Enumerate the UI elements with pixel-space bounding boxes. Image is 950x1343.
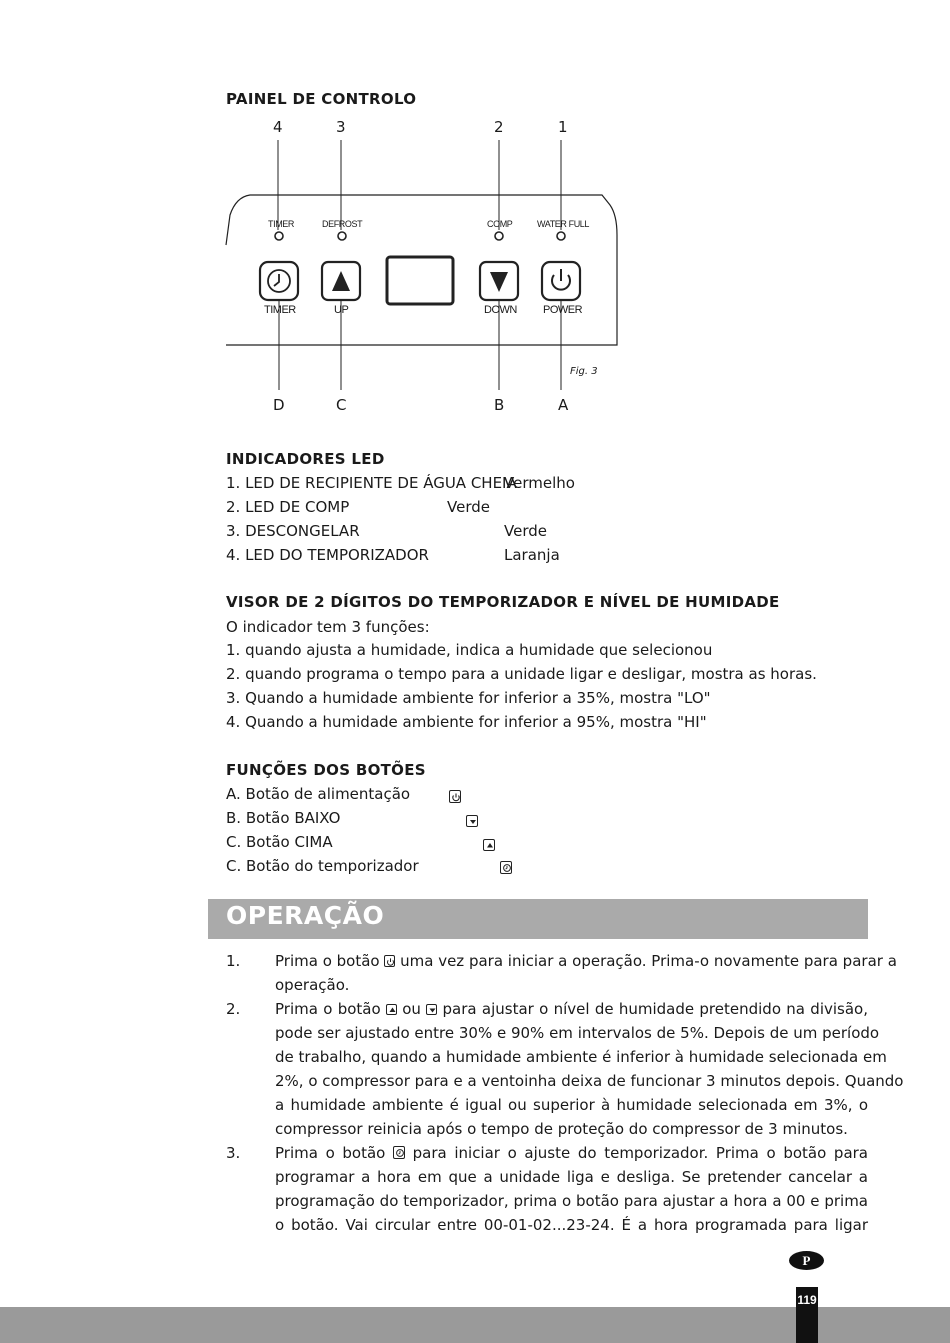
led-item-label: 2. LED DE COMP bbox=[226, 498, 350, 516]
timer-icon bbox=[500, 861, 512, 874]
led-item-color: Vermelho bbox=[504, 474, 575, 492]
button-label-up: UP bbox=[334, 304, 349, 316]
timer-icon bbox=[393, 1146, 405, 1159]
step-text: Prima o botão bbox=[275, 952, 385, 970]
led-item-color: Verde bbox=[447, 498, 490, 516]
step-text: Prima o botão bbox=[275, 1144, 393, 1162]
step-number: 2. bbox=[226, 1000, 241, 1018]
led-item-label: 1. LED DE RECIPIENTE DE ÁGUA CHEIA bbox=[226, 474, 517, 492]
page-number-tab bbox=[796, 1287, 818, 1343]
led-label-water-full: WATER FULL bbox=[537, 219, 590, 229]
led-item-color: Laranja bbox=[504, 546, 560, 564]
up-icon bbox=[386, 1004, 397, 1015]
step-1-text bbox=[275, 949, 897, 997]
button-label-down: DOWN bbox=[484, 304, 517, 316]
callout-letter-b: B bbox=[494, 396, 505, 414]
step-text: uma vez para iniciar a operação. Prima-o novamente para parar a bbox=[395, 952, 897, 970]
step-text: Prima o botão bbox=[275, 1000, 386, 1018]
step-text: ou bbox=[396, 1000, 427, 1018]
down-icon bbox=[466, 815, 478, 827]
led-item-label: 4. LED DO TEMPORIZADOR bbox=[226, 546, 429, 564]
power-icon bbox=[449, 790, 461, 803]
down-triangle-icon bbox=[490, 272, 508, 292]
step-text: o botão. Vai circular entre 00-01-02...23-24. É a hora programada para ligar bbox=[275, 1216, 868, 1234]
step-text: para ajustar o nível de humidade pretendido na divisão, bbox=[437, 1000, 868, 1018]
step-text: compressor reinicia após o tempo de proteção do compressor de 3 minutos. bbox=[275, 1120, 848, 1138]
step-number: 3. bbox=[226, 1144, 241, 1162]
power-icon bbox=[384, 955, 395, 967]
display-line: 3. Quando a humidade ambiente for inferior a 35%, mostra "LO" bbox=[226, 689, 711, 707]
defrost-led bbox=[338, 232, 346, 240]
step-text: programar a hora em que a unidade liga e desliga. Se pretender cancelar a bbox=[275, 1168, 868, 1186]
button-functions-title: FUNÇÕES DOS BOTÕES bbox=[226, 761, 426, 779]
button-function-label: C. Botão CIMA bbox=[226, 833, 333, 851]
led-item-label: 3. DESCONGELAR bbox=[226, 522, 360, 540]
comp-led bbox=[495, 232, 503, 240]
display-line: 1. quando ajusta a humidade, indica a humidade que selecionou bbox=[226, 641, 713, 659]
display-line: O indicador tem 3 funções: bbox=[226, 618, 430, 636]
callout-number-3: 3 bbox=[336, 118, 346, 136]
fig-caption: Fig. 3 bbox=[570, 366, 598, 377]
step-text: programação do temporizador, prima o botão para ajustar a hora a 00 e prima bbox=[275, 1192, 868, 1210]
display-section-title: VISOR DE 2 DÍGITOS DO TEMPORIZADOR E NÍVEL DE HUMIDADE bbox=[226, 593, 780, 611]
language-badge: P bbox=[789, 1251, 824, 1270]
callout-letter-a: A bbox=[558, 396, 569, 414]
step-text: a humidade ambiente é igual ou superior à humidade selecionada em 3%, o bbox=[275, 1096, 868, 1114]
display-line: 4. Quando a humidade ambiente for inferior a 95%, mostra "HI" bbox=[226, 713, 707, 731]
led-label-defrost: DEFROST bbox=[322, 219, 363, 229]
step-3-text bbox=[275, 1141, 868, 1237]
step-number: 1. bbox=[226, 952, 241, 970]
display-line: 2. quando programa o tempo para a unidade ligar e desligar, mostra as horas. bbox=[226, 665, 817, 683]
button-function-label: A. Botão de alimentação bbox=[226, 785, 411, 803]
button-label-timer: TIMER bbox=[264, 304, 296, 316]
operation-title: OPERAÇÃO bbox=[226, 901, 385, 930]
up-icon bbox=[483, 839, 495, 851]
page-number: 119 bbox=[797, 1293, 817, 1307]
display-window bbox=[387, 257, 453, 304]
callout-number-4: 4 bbox=[273, 118, 283, 136]
button-label-power: POWER bbox=[543, 304, 583, 316]
led-label-timer: TIMER bbox=[268, 219, 294, 229]
control-panel-title: PAINEL DE CONTROLO bbox=[226, 90, 417, 108]
step-text: operação. bbox=[275, 976, 350, 994]
step-text: 2%, o compressor para e a ventoinha deixa de funcionar 3 minutos depois. Quando bbox=[275, 1072, 904, 1090]
button-function-label: C. Botão do temporizador bbox=[226, 857, 419, 875]
step-text: para iniciar o ajuste do temporizador. Prima o botão para bbox=[404, 1144, 868, 1162]
panel-outline bbox=[226, 195, 617, 345]
led-item-color: Verde bbox=[504, 522, 547, 540]
step-text: pode ser ajustado entre 30% e 90% em intervalos de 5%. Depois de um período bbox=[275, 1024, 880, 1042]
led-label-comp: COMP bbox=[487, 219, 513, 229]
up-triangle-icon bbox=[332, 271, 350, 291]
callout-letter-c: C bbox=[336, 396, 347, 414]
water-full-led bbox=[557, 232, 565, 240]
operation-header bbox=[208, 899, 868, 939]
led-indicators-title: INDICADORES LED bbox=[226, 450, 385, 468]
callout-letter-d: D bbox=[273, 396, 285, 414]
step-text: de trabalho, quando a humidade ambiente é inferior à humidade selecionada em bbox=[275, 1048, 887, 1066]
step-2-text bbox=[275, 997, 904, 1141]
button-function-label: B. Botão BAIXO bbox=[226, 809, 341, 827]
control-panel-diagram bbox=[220, 135, 630, 395]
timer-led bbox=[275, 232, 283, 240]
callout-number-1: 1 bbox=[558, 118, 568, 136]
callout-number-2: 2 bbox=[494, 118, 504, 136]
down-icon bbox=[426, 1004, 437, 1015]
